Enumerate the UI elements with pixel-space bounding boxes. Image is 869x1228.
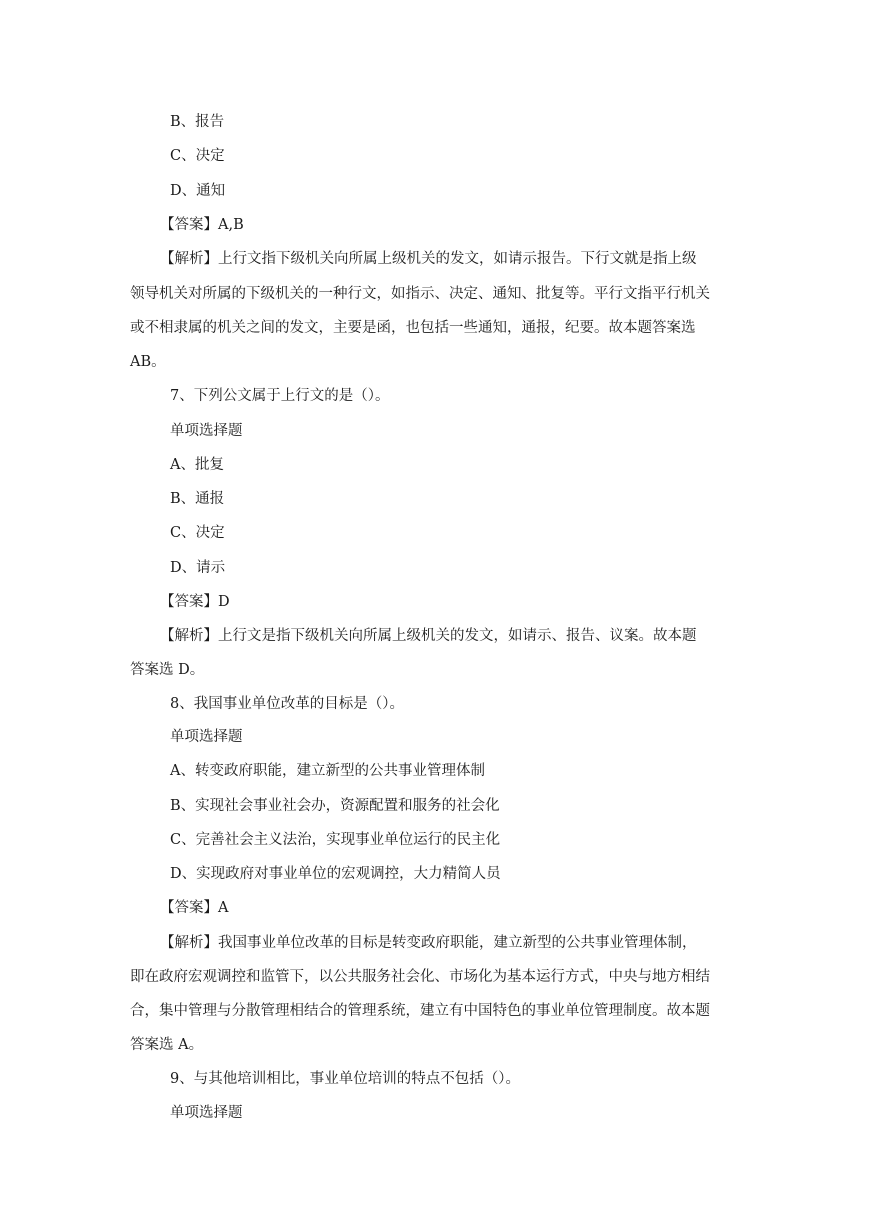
q8-analysis-line-4: 答案选 A。 xyxy=(130,1037,204,1053)
q7-option-c: C、决定 xyxy=(170,525,225,541)
q8-option-a: A、转变政府职能，建立新型的公共事业管理体制 xyxy=(170,763,485,779)
q6-analysis-line-2: 领导机关对所属的下级机关的一种行文，如指示、决定、通知、批复等。平行文指平行机关 xyxy=(130,286,710,302)
q7-option-d: D、请示 xyxy=(170,560,226,576)
q8-option-b: B、实现社会事业社会办，资源配置和服务的社会化 xyxy=(170,798,500,814)
q7-option-a: A、批复 xyxy=(170,457,224,473)
q6-analysis-line-1: 【解析】上行文指下级机关向所属上级机关的发文，如请示报告。下行文就是指上级 xyxy=(160,251,697,267)
q6-analysis-line-4: AB。 xyxy=(130,354,166,370)
q9-question: 9、与其他培训相比，事业单位培训的特点不包括（）。 xyxy=(170,1071,520,1087)
q7-option-b: B、通报 xyxy=(170,491,225,507)
q6-analysis-line-3: 或不相隶属的机关之间的发文，主要是函，也包括一些通知，通报，纪要。故本题答案选 xyxy=(130,320,696,336)
q8-analysis-line-2: 即在政府宏观调控和监管下，以公共服务社会化、市场化为基本运行方式，中央与地方相结 xyxy=(130,969,710,985)
q8-option-d: D、实现政府对事业单位的宏观调控，大力精简人员 xyxy=(170,866,501,882)
q6-option-d: D、通知 xyxy=(170,183,226,199)
q7-question: 7、下列公文属于上行文的是（）。 xyxy=(170,388,390,404)
q7-answer: 【答案】D xyxy=(160,594,230,610)
q7-analysis-line-1: 【解析】上行文是指下级机关向所属上级机关的发文，如请示、报告、议案。故本题 xyxy=(160,628,697,644)
q8-answer: 【答案】A xyxy=(160,900,229,916)
q8-type: 单项选择题 xyxy=(170,729,243,745)
q6-option-b: B、报告 xyxy=(170,114,225,130)
q7-type: 单项选择题 xyxy=(170,423,243,439)
q6-answer: 【答案】A,B xyxy=(160,217,244,233)
q8-analysis-line-3: 合，集中管理与分散管理相结合的管理系统，建立有中国特色的事业单位管理制度。故本题 xyxy=(130,1003,710,1019)
q9-type: 单项选择题 xyxy=(170,1105,243,1121)
q8-question: 8、我国事业单位改革的目标是（）。 xyxy=(170,696,404,712)
q8-option-c: C、完善社会主义法治，实现事业单位运行的民主化 xyxy=(170,832,501,848)
q6-option-c: C、决定 xyxy=(170,148,225,164)
q7-analysis-line-2: 答案选 D。 xyxy=(130,662,205,678)
q8-analysis-line-1: 【解析】我国事业单位改革的目标是转变政府职能，建立新型的公共事业管理体制， xyxy=(160,935,697,951)
